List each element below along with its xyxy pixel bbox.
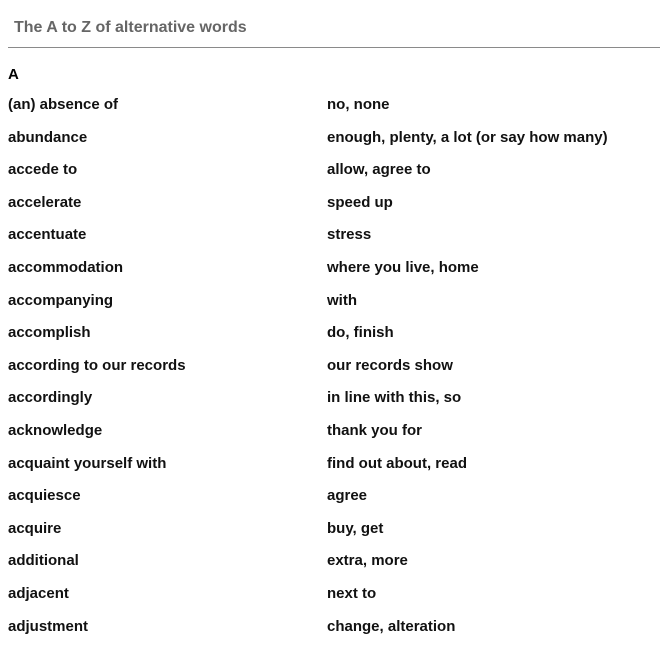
word-row — [0, 96, 663, 129]
word-row — [0, 618, 663, 650]
word-term: adjustment — [8, 617, 89, 635]
word-term: abundance — [8, 128, 88, 146]
word-alternative: our records show — [327, 356, 453, 374]
word-alternative: allow, agree to — [327, 161, 431, 179]
word-alternative: buy, get — [327, 519, 384, 537]
header-divider — [8, 47, 660, 48]
word-alternative: speed up — [327, 193, 393, 211]
word-row — [0, 129, 663, 162]
word-term: (an) absence of — [8, 96, 119, 113]
page-title: The A to Z of alternative words — [14, 19, 247, 36]
word-row — [0, 292, 663, 325]
word-term: adjacent — [8, 584, 69, 602]
word-term: acknowledge — [8, 421, 103, 439]
word-term: accompanying — [8, 291, 114, 309]
word-term: accommodation — [8, 258, 124, 276]
word-term: accede to — [8, 161, 78, 179]
word-row — [0, 259, 663, 292]
word-row — [0, 389, 663, 422]
word-alternative: with — [327, 291, 357, 309]
word-term: accelerate — [8, 193, 82, 211]
word-row — [0, 226, 663, 259]
word-row — [0, 357, 663, 390]
word-row — [0, 455, 663, 488]
word-row — [0, 194, 663, 227]
word-term: accentuate — [8, 226, 87, 244]
word-row — [0, 161, 663, 194]
word-term: additional — [8, 552, 79, 570]
word-alternative: stress — [327, 226, 372, 244]
word-alternative: find out about, read — [327, 454, 467, 472]
word-alternative: thank you for — [327, 421, 423, 439]
word-term: accomplish — [8, 324, 91, 342]
word-list — [0, 96, 663, 650]
word-term: according to our records — [8, 356, 186, 374]
word-row — [0, 487, 663, 520]
word-alternative: change, alteration — [327, 617, 456, 635]
word-row — [0, 324, 663, 357]
word-alternative: in line with this, so — [327, 389, 462, 407]
word-alternative: next to — [327, 584, 377, 602]
word-row — [0, 552, 663, 585]
word-term: acquire — [8, 519, 62, 537]
word-alternative: no, none — [327, 96, 390, 113]
word-alternative: do, finish — [327, 324, 394, 342]
word-term: acquaint yourself with — [8, 454, 167, 472]
word-term: accordingly — [8, 389, 93, 407]
word-alternative: extra, more — [327, 552, 408, 570]
word-row — [0, 422, 663, 455]
word-alternative: agree — [327, 487, 368, 505]
word-alternative: enough, plenty, a lot (or say how many) — [327, 128, 608, 146]
word-row — [0, 520, 663, 553]
word-term: acquiesce — [8, 487, 81, 505]
word-row — [0, 585, 663, 618]
section-letter: A — [8, 66, 19, 83]
word-alternative: where you live, home — [327, 258, 479, 276]
